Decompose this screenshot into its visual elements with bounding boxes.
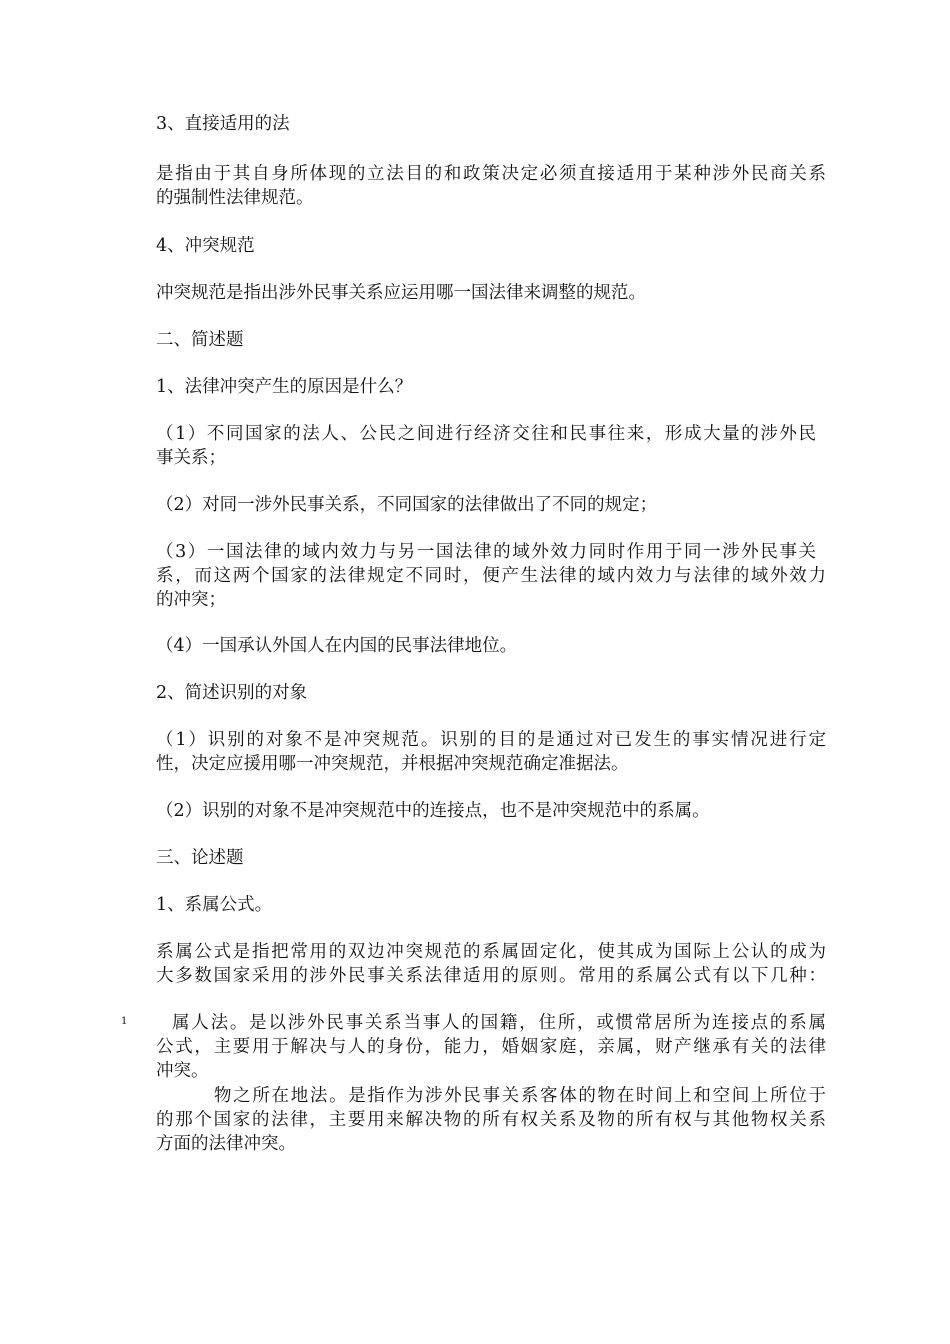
section-heading-short-answer: 二、简述题 [156, 330, 244, 350]
answer-item-1: （1）识别的对象不是冲突规范。识别的目的是通过对已发生的事实情况进行定 [156, 730, 826, 750]
answer-item-2: （2）对同一涉外民事关系，不同国家的法律做出了不同的规定； [156, 495, 658, 515]
list-item-lex-situs-cont: 方面的法律冲突。 [156, 1134, 296, 1154]
paragraph-line: 的强制性法律规范。 [156, 188, 314, 208]
heading-conflict-rules: 4、冲突规范 [156, 236, 255, 256]
answer-item-1-cont: 事关系； [156, 448, 226, 468]
paragraph-line: 冲突规范是指出涉外民事关系应运用哪一国法律来调整的规范。 [156, 283, 646, 303]
question-heading: 2、简述识别的对象 [156, 683, 308, 703]
list-item-personal-law-cont: 冲突。 [156, 1061, 209, 1081]
list-item-personal-law: 属人法。是以涉外民事关系当事人的国籍，住所，或惯常居所为连接点的系属 [172, 1013, 826, 1033]
answer-item-4: （4）一国承认外国人在内国的民事法律地位。 [156, 636, 518, 656]
list-item-lex-situs: 物之所在地法。是指作为涉外民事关系客体的物在时间上和空间上所位于 [214, 1086, 826, 1106]
question-heading: 1、法律冲突产生的原因是什么？ [156, 377, 413, 397]
paragraph-line: 是指由于其自身所体现的立法目的和政策决定必须直接适用于某种涉外民商关系 [156, 164, 826, 184]
question-heading: 1、系属公式。 [156, 895, 273, 915]
paragraph-line: 大多数国家采用的涉外民事关系法律适用的原则。常用的系属公式有以下几种： [156, 966, 826, 986]
list-item-lex-situs-cont: 的那个国家的法律，主要用来解决物的所有权关系及物的所有权与其他物权关系 [156, 1110, 826, 1130]
list-item-personal-law-cont: 公式，主要用于解决与人的身份，能力，婚姻家庭，亲属，财产继承有关的法律 [156, 1037, 826, 1057]
answer-item-1-cont: 性，决定应援用哪一冲突规范，并根据冲突规范确定准据法。 [156, 754, 629, 774]
list-marker: 1 [121, 1016, 128, 1027]
answer-item-3: （3）一国法律的域内效力与另一国法律的域外效力同时作用于同一涉外民事关 [156, 542, 816, 562]
answer-item-3-cont: 系，而这两个国家的法律规定不同时，便产生法律的域内效力与法律的域外效力 [156, 566, 826, 586]
section-heading-essay: 三、论述题 [156, 848, 244, 868]
paragraph-line: 系属公式是指把常用的双边冲突规范的系属固定化，使其成为国际上公认的成为 [156, 942, 826, 962]
heading-direct-application-law: 3、直接适用的法 [156, 114, 290, 134]
answer-item-3-cont: 的冲突； [156, 590, 226, 610]
answer-item-2: （2）识别的对象不是冲突规范中的连接点，也不是冲突规范中的系属。 [156, 801, 710, 821]
answer-item-1: （1）不同国家的法人、公民之间进行经济交往和民事往来，形成大量的涉外民 [156, 424, 816, 444]
